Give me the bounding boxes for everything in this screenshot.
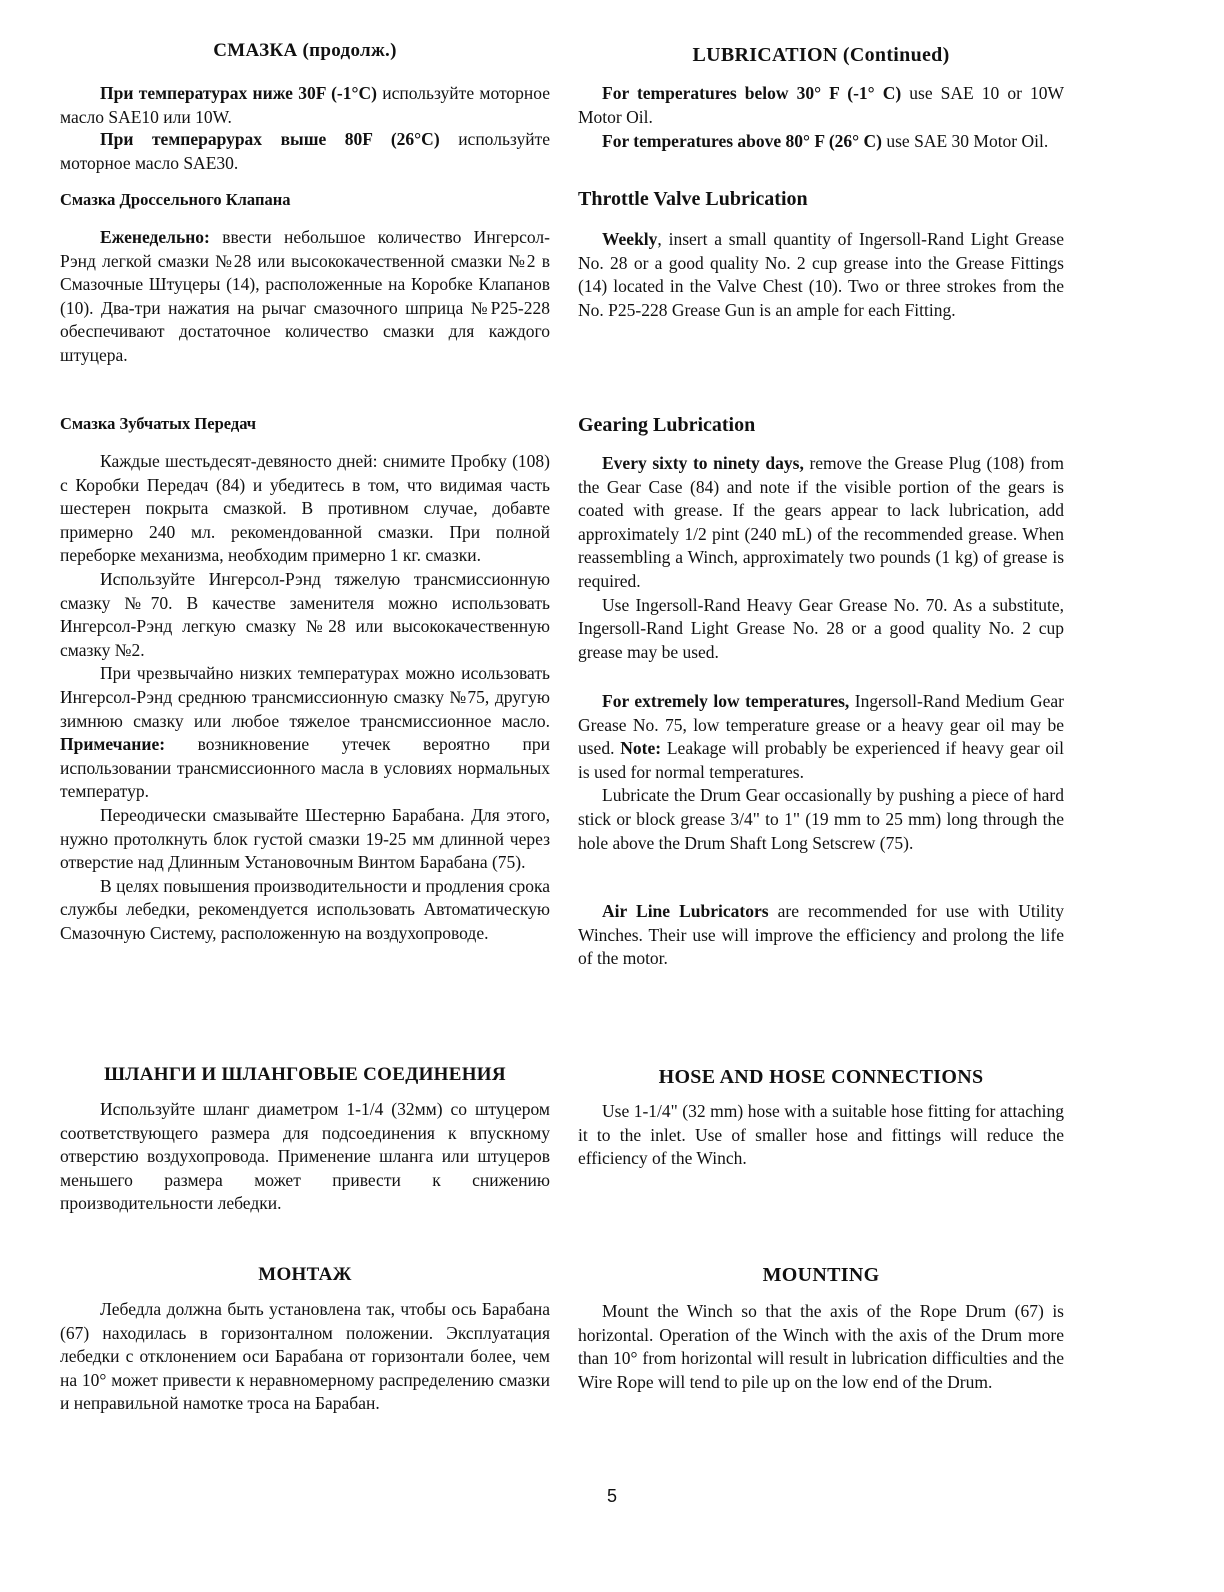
en-mount-paragraph [578, 1300, 1064, 1394]
ru-temp-low-label: При температурах ниже 30F (-1°C) [100, 83, 377, 103]
ru-throttle-paragraph [60, 226, 550, 368]
en-temp-low-label: For temperatures below 30° F (-1° C) [602, 83, 902, 103]
ru-temp-low-text: используйте моторное масло SAE10 или 10W. [60, 83, 550, 127]
en-throttle-paragraph [578, 228, 1064, 322]
en-throttle-label: Weekly [602, 229, 658, 249]
en-hose-text: Use 1-1/4" (32 mm) hose with a suitable hose fitting for attaching it to the inlet. Use of smaller hose and fittings will reduce the efficiency of the Winch. [578, 1101, 1064, 1169]
en-temp-high-text: use SAE 30 Motor Oil. [882, 131, 1049, 151]
en-drum-p: Lubricate the Drum Gear occasionally by pushing a piece of hard stick or block grease 3/4" to 1" (19 mm to 25 mm) long through the hole above the Drum Shaft Long Setscrew (75). [578, 785, 1064, 853]
en-throttle-heading: Throttle Valve Lubrication [578, 188, 808, 210]
ru-gearing-body [60, 450, 550, 945]
en-temp-high-label: For temperatures above 80° F (26° C) [602, 131, 882, 151]
ru-gearing-p5: В целях повышения производительности и продления срока службы лебедки, рекомендуется использовать Автоматическую Смазочную Систему, расположенную на воздухопроводе. [60, 875, 550, 943]
ru-gearing-heading: Смазка Зубчатых Передач [60, 414, 257, 433]
ru-gearing-p3 [60, 662, 550, 804]
ru-throttle-label: Еженедельно: [100, 227, 210, 247]
ru-note-label: Примечание: [60, 734, 166, 755]
ru-gearing-p3-a: При чрезвычайно низких температурах можно исользовать Ингерсол-Рэнд среднюю трансмиссионную смазку №75, другую зимнюю смазку или любое тяжелое трансмиссионное масло. [60, 663, 550, 731]
ru-temp-low [60, 82, 550, 129]
en-gearing-p1-text: remove the Grease Plug (108) from the Gear Case (84) and note if the visible portion of the gears is coated with grease. If the gears appear to lack lubrication, add approximately 1/2 pint (240 mL) of the recommended grease. When reassembling a Winch, approximately two pounds (1 kg) of grease is required. [578, 453, 1064, 591]
en-throttle-text: , insert a small quantity of Ingersoll-Rand Light Grease No. 28 or a good quality No. 2 cup grease into the Grease Fittings (14) located in the Valve Chest (10). Two or three strokes from the No. P25-228 Grease Gun is an ample for each Fitting. [578, 229, 1064, 320]
ru-mount-paragraph [60, 1298, 550, 1416]
ru-hose-heading: ШЛАНГИ И ШЛАНГОВЫЕ СОЕДИНЕНИЯ [104, 1064, 506, 1085]
ru-throttle-text: ввести небольшое количество Ингерсол-Рэнд легкой смазки №28 или высококачественной смазки №2 в Смазочные Штуцеры (14), расположенные на Коробке Клапанов (10). Два-три нажатия на рычаг смазочного шприца №P25-228 обеспечивают достаточное количество смазки для каждого штуцера. [60, 227, 550, 365]
en-gearing-p2: Use Ingersoll-Rand Heavy Gear Grease No. 70. As a substitute, Ingersoll-Rand Light Grease No. 28 or a good quality No. 2 cup grease may be used. [578, 594, 1064, 662]
ru-throttle-heading: Смазка Дроссельного Клапана [60, 190, 291, 209]
en-temp-low [578, 82, 1064, 129]
ru-hose-text: Используйте шланг диаметром 1-1/4 (32мм) со штуцером соответствующего размера для подсоединения к впускному отверстию воздухопровода. Применение шланга или штуцеров меньшего размера может привести к снижению производительности лебедки. [60, 1099, 550, 1214]
en-lowtemp-label: For extremely low temperatures, [602, 691, 850, 711]
en-airline-label: Air Line Lubricators [602, 901, 769, 921]
en-section-title: LUBRICATION (Continued) [692, 44, 950, 66]
en-note-label: Note: [620, 738, 662, 759]
ru-gearing-p2: Используйте Ингерсол-Рэнд тяжелую трансмиссионную смазку №70. В качестве заменителя можно использовать Ингерсол-Рэнд легкую смазку №28 или высококачественную смазку №2. [60, 568, 550, 660]
en-lowtemp-p [578, 690, 1064, 784]
ru-section-title: СМАЗКА (продолж.) [213, 40, 397, 61]
ru-gearing-p3-b: возникновение утечек вероятно при использовании трансмиссионного масла в условиях нормальных температур. [60, 734, 550, 802]
en-gearing-p1-label: Every sixty to ninety days, [602, 453, 804, 473]
en-hose-heading: HOSE AND HOSE CONNECTIONS [658, 1066, 984, 1088]
en-hose-paragraph [578, 1100, 1064, 1171]
en-airline-paragraph [578, 900, 1064, 971]
page-number: 5 [606, 1486, 617, 1506]
ru-temp-high [60, 128, 550, 175]
en-airline-text: are recommended for use with Utility Winches. Their use will improve the efficiency and prolong the life of the motor. [578, 901, 1064, 969]
en-temp-high [578, 130, 1064, 154]
en-mount-heading: MOUNTING [762, 1264, 880, 1286]
ru-mount-heading: МОНТАЖ [258, 1264, 352, 1285]
ru-temp-high-label: При темперарурах выше 80F (26°C) [100, 129, 440, 149]
ru-gearing-p1: Каждые шестьдесят-девяносто дней: снимите Пробку (108) с Коробки Передач (84) и убедитесь в том, что видимая часть шестерен покрыта смазкой. В противном случае, добавте примерно 240 мл. рекомендованной смазки. При полной переборке механизма, необходим примерно 1 кг. смазки. [60, 451, 550, 566]
en-gearing-heading: Gearing Lubrication [578, 414, 756, 436]
en-lowtemp-body [578, 690, 1064, 855]
en-temp-low-text: use SAE 10 or 10W Motor Oil. [578, 83, 1064, 127]
ru-mount-text: Лебедла должна быть установлена так, чтобы ось Барабана (67) находилась в горизонталном положении. Эксплуатация лебедки с отклонением оси Барабана от горизонтали более, чем на 10° может привести к неравномерному распределению смазки и неправильной намотке троса на Барабан. [60, 1299, 550, 1414]
ru-gearing-p4: Переодически смазывайте Шестерню Барабана. Для этого, нужно протолкнуть блок густой смазки 19-25 мм длинной через отверстие над Длинным Установочным Винтом Барабана (75). [60, 804, 550, 873]
ru-hose-paragraph [60, 1098, 550, 1216]
en-lowtemp-b: Leakage will probably be experienced if heavy gear oil is used for normal temperatures. [578, 738, 1065, 782]
en-mount-text: Mount the Winch so that the axis of the Rope Drum (67) is horizontal. Operation of the Winch with the axis of the Drum more than 10° from horizontal will result in lubrication difficulties and the Wire Rope will tend to pile up on the low end of the Drum. [578, 1301, 1064, 1392]
ru-temp-high-text: используйте моторное масло SAE30. [60, 129, 550, 173]
en-gearing-p1 [578, 452, 1064, 594]
en-lowtemp-a: Ingersoll-Rand Medium Gear Grease No. 75, low temperature grease or a heavy gear oil may be used. [578, 691, 1064, 759]
en-gearing-body [578, 452, 1064, 664]
